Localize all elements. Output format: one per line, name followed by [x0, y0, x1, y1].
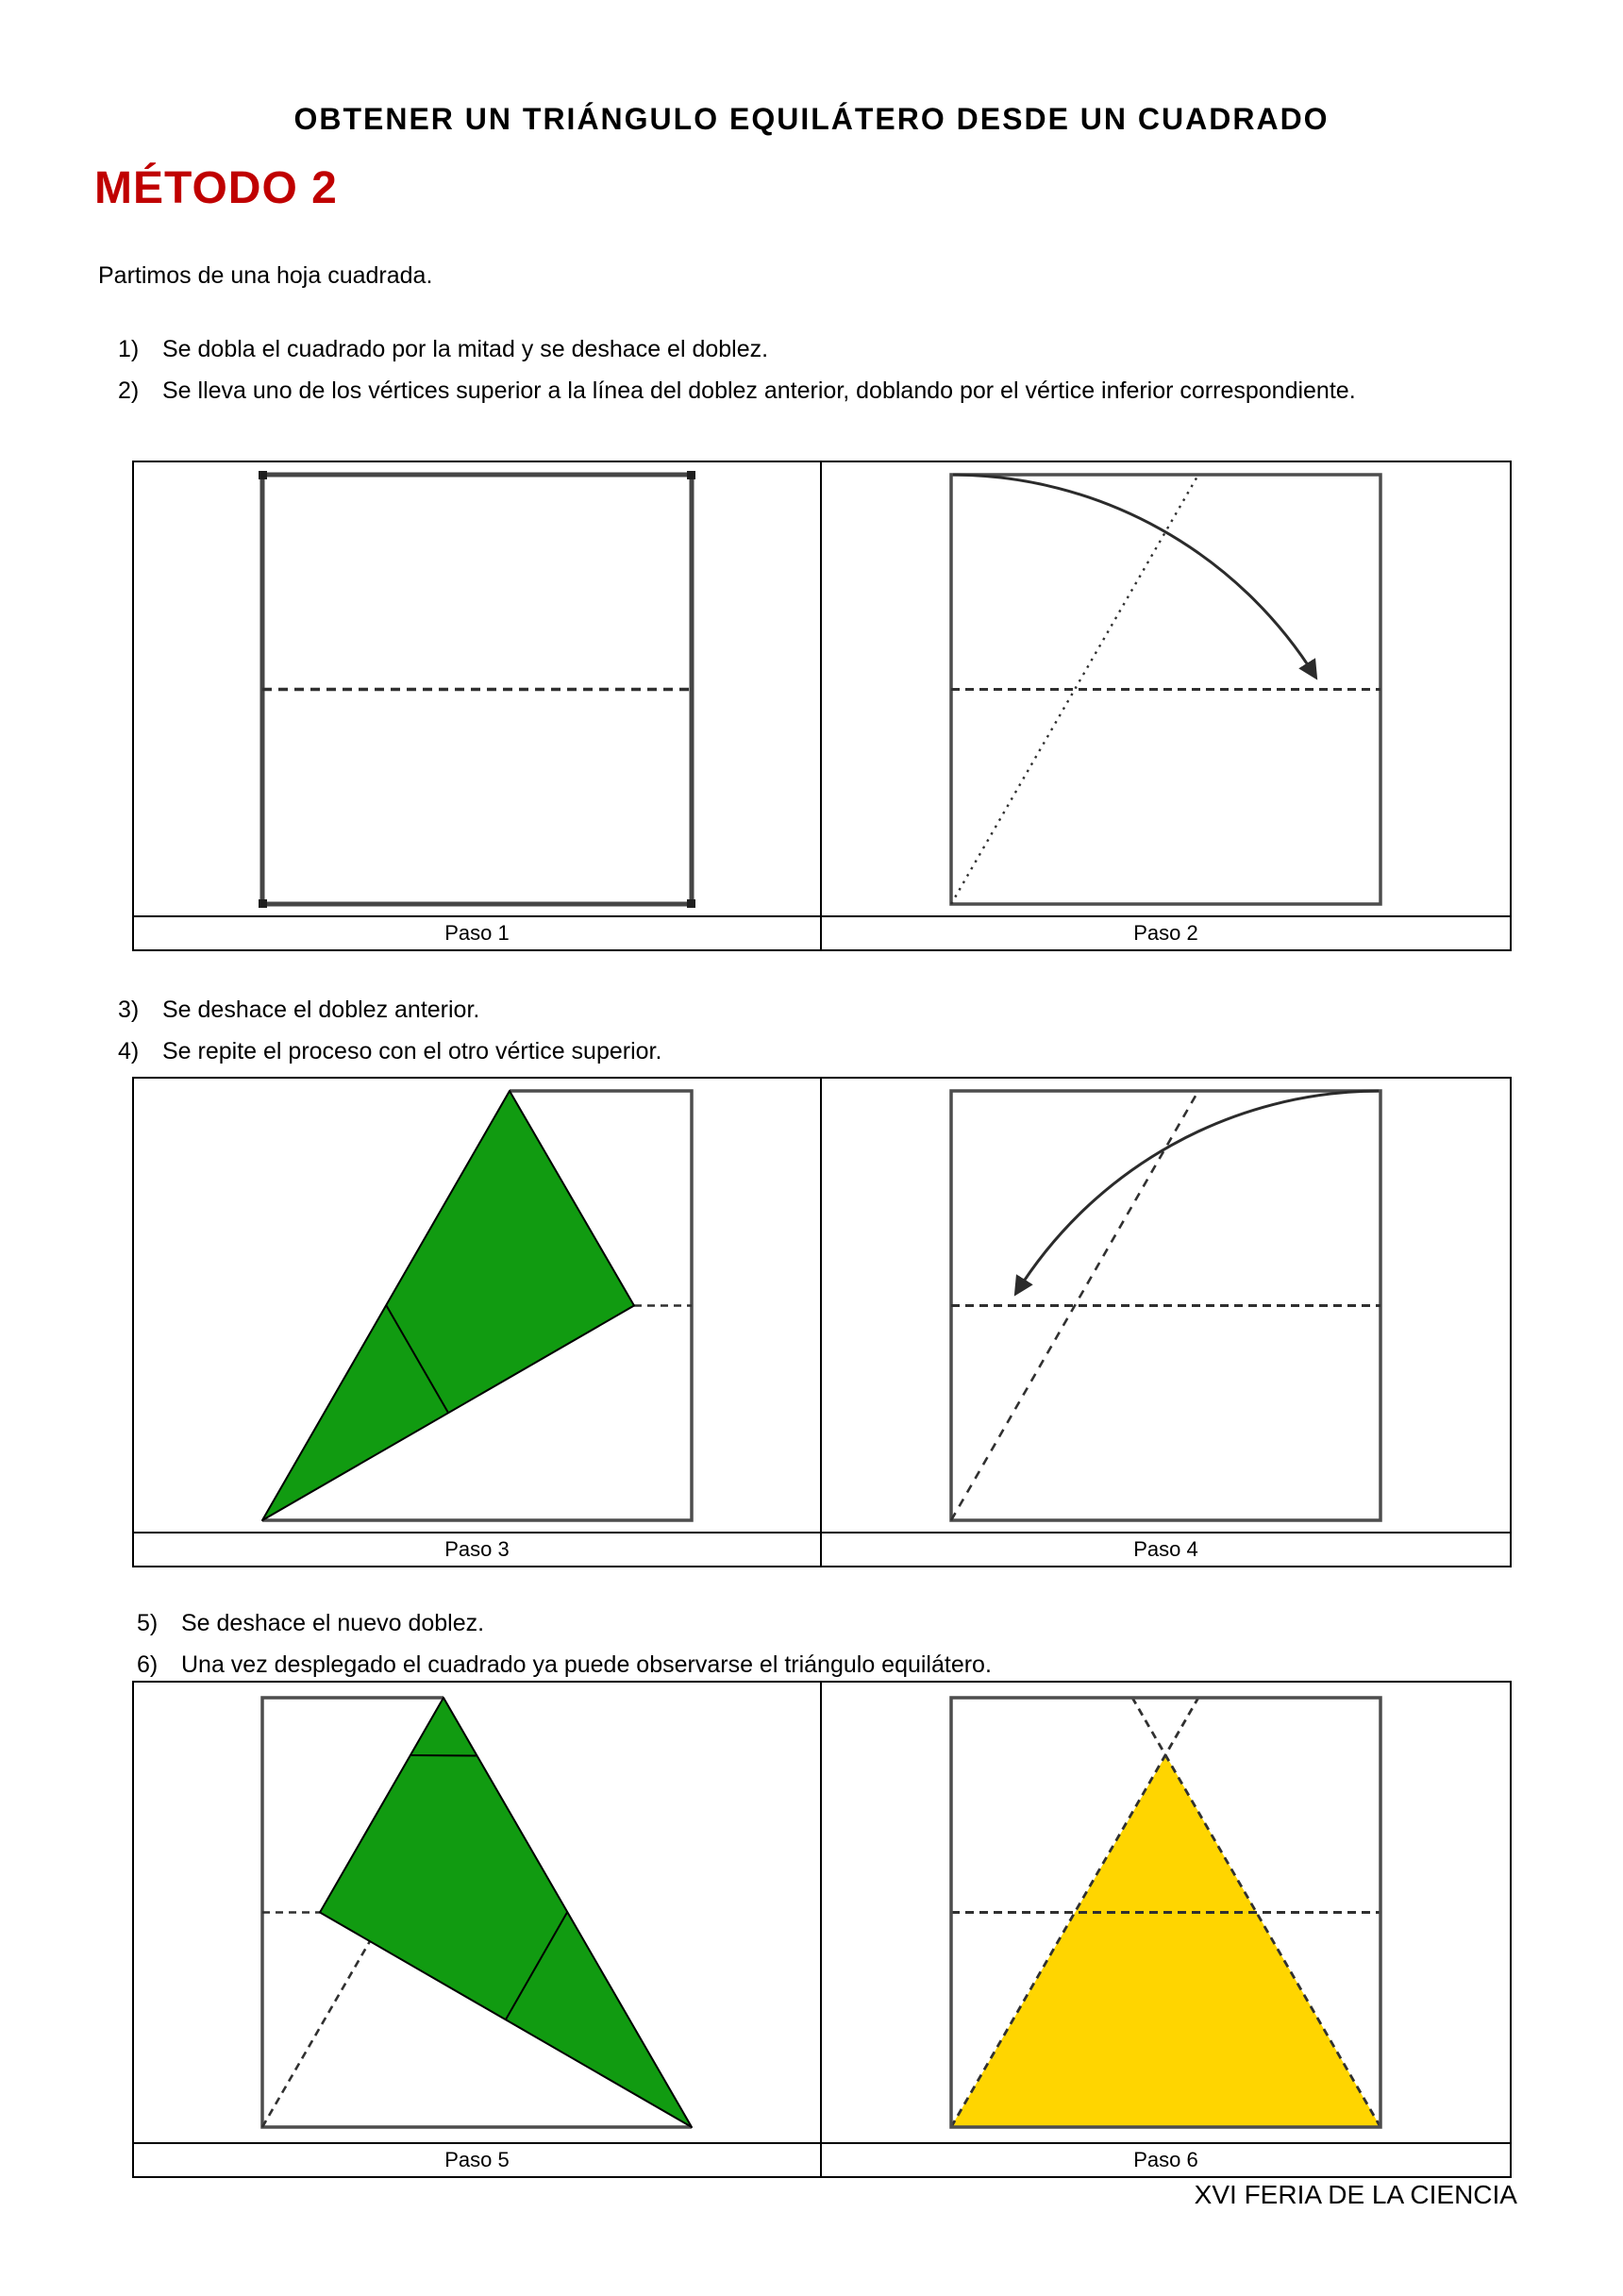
- step-number: 3): [118, 997, 140, 1023]
- paso-6-diagram: [946, 1693, 1385, 2132]
- document-title: OBTENER UN TRIÁNGULO EQUILÁTERO DESDE UN CUADRADO: [293, 102, 1330, 136]
- flap-crease-mark: [410, 1755, 477, 1756]
- figure-table-3: [132, 1681, 1512, 2178]
- step-text: Se lleva uno de los vértices superior a la línea del doblez anterior, doblando por el vértice inferior correspondiente.: [162, 377, 1356, 404]
- previous-crease-dashed-diagonal: [951, 1091, 1198, 1520]
- caption-paso-3: Paso 3: [134, 1532, 822, 1566]
- paso-4-diagram: [946, 1086, 1385, 1525]
- step-text: Una vez desplegado el cuadrado ya puede observarse el triángulo equilátero.: [181, 1651, 992, 1678]
- step-text: Se deshace el doblez anterior.: [162, 997, 480, 1023]
- fold-crease-dotted-diagonal: [951, 475, 1198, 904]
- step-item-1: [118, 328, 1356, 370]
- figure-cell-paso-3: [134, 1079, 822, 1532]
- fold-arrow: [1016, 1091, 1379, 1293]
- step-number: 5): [137, 1610, 159, 1636]
- figure-cell-paso-1: [134, 462, 822, 915]
- figure-table-2: [132, 1077, 1512, 1567]
- step-item-3: [118, 989, 661, 1031]
- step-number: 4): [118, 1038, 140, 1064]
- previous-crease-dashed-diagonal: [262, 1941, 370, 2127]
- step-number: 1): [118, 336, 140, 362]
- caption-paso-2: Paso 2: [822, 915, 1510, 949]
- step-item-5: [137, 1602, 992, 1644]
- step-text: Se repite el proceso con el otro vértice superior.: [162, 1038, 662, 1064]
- paso-5-diagram: [258, 1693, 696, 2132]
- fold-arrow: [953, 475, 1315, 677]
- steps-list-3-4: [118, 989, 661, 1072]
- caption-paso-6: Paso 6: [822, 2142, 1510, 2176]
- step-number: 2): [118, 377, 140, 404]
- paso-1-diagram: [258, 470, 696, 909]
- figure-cell-paso-6: [822, 1683, 1510, 2142]
- green-folded-flap: [320, 1698, 692, 2127]
- caption-paso-4: Paso 4: [822, 1532, 1510, 1566]
- step-item-2: [118, 370, 1356, 411]
- footer-text: XVI FERIA DE LA CIENCIA: [1194, 2180, 1517, 2209]
- paso-2-diagram: [946, 470, 1385, 909]
- paso-3-diagram: [258, 1086, 696, 1525]
- intro-text: Partimos de una hoja cuadrada.: [98, 262, 433, 289]
- figure-cell-paso-2: [822, 462, 1510, 915]
- step-text: Se dobla el cuadrado por la mitad y se deshace el doblez.: [162, 336, 769, 362]
- step-item-6: [137, 1644, 992, 1685]
- step-text: Se deshace el nuevo doblez.: [181, 1610, 485, 1636]
- step-item-4: [118, 1031, 661, 1072]
- figure-table-1: [132, 461, 1512, 951]
- caption-paso-1: Paso 1: [134, 915, 822, 949]
- yellow-equilateral-triangle: [951, 1755, 1380, 2127]
- figure-cell-paso-4: [822, 1079, 1510, 1532]
- step-number: 6): [137, 1651, 159, 1678]
- figure-cell-paso-5: [134, 1683, 822, 2142]
- steps-list-1-2: [118, 328, 1356, 411]
- method-heading: MÉTODO 2: [94, 163, 338, 213]
- steps-list-5-6: [137, 1602, 992, 1685]
- green-folded-flap: [262, 1091, 634, 1520]
- caption-paso-5: Paso 5: [134, 2142, 822, 2176]
